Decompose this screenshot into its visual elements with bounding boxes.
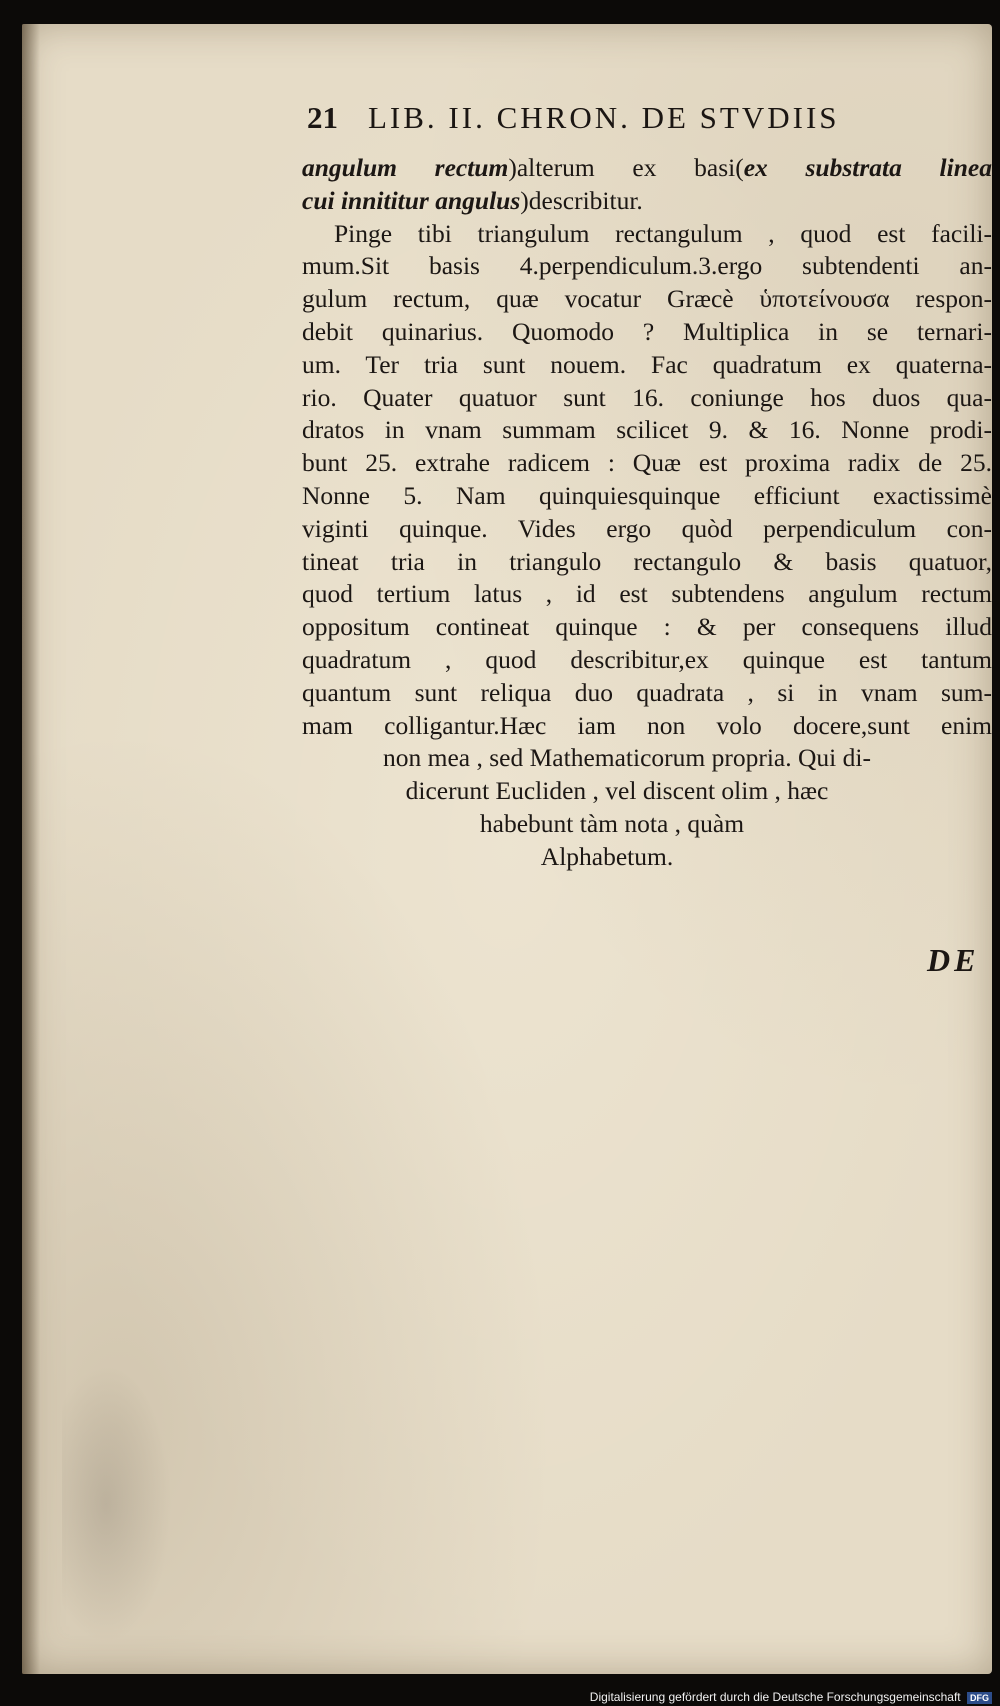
text-line [302,152,992,185]
text-line: non mea , sed Mathematicorum propria. Qui di- [383,743,871,773]
catchword: DE [927,942,980,978]
text-line: debit quinarius. Quomodo ? Multiplica in se ternari- [302,316,992,346]
text-line: tineat tria in triangulo rectangulo & basis quatuor, [302,546,992,576]
body-text [302,152,992,874]
italic-phrase: angulum rectum [302,153,509,182]
book-page [22,24,992,1674]
text-line: viginti quinque. Vides ergo quòd perpendiculum con- [302,513,992,543]
credit-text: Digitalisierung gefördert durch die Deutsche Forschungsgemeinschaft [589,1690,961,1704]
running-title: LIB. II. CHRON. DE STVDIIS [368,100,840,135]
text-line: habebunt tàm nota , quàm [479,808,745,838]
text-line: um. Ter tria sunt nouem. Fac quadratum ex quaterna- [302,349,992,379]
running-head [307,100,840,136]
text-line: dratos in vnam summam scilicet 9. & 16. Nonne prodi- [302,415,992,445]
text-line: bunt 25. extrahe radicem : Quæ est proxima radix de 25. [302,448,992,478]
text-line: rio. Quater quatuor sunt 16. coniunge hos duos qua- [302,382,992,412]
digitization-credit [590,1690,992,1704]
text-line: oppositum contineat quinque : & per consequens illud [302,612,992,642]
text-line: quantum sunt reliqua duo quadrata , si in vnam sum- [302,677,992,707]
italic-phrase: ex substrata linea [743,153,992,182]
dfg-logo: DFG [967,1692,992,1704]
text-line: mum.Sit basis 4.perpendiculum.3.ergo subtendenti an- [302,251,992,281]
text-line: quod tertium latus , id est subtendens angulum rectum [302,579,992,609]
text-line: quadratum , quod describitur,ex quinque est tantum [302,644,992,674]
text-line: Alphabetum. [540,841,674,871]
page-number: 21 [307,100,338,135]
text-span: )describitur. [520,185,643,215]
text-line: gulum rectum, quæ vocatur Græcè ὑποτείνουσα respon- [302,284,992,314]
page-spine-shadow [22,24,40,1674]
text-line: dicerunt Eucliden , vel discent olim , hæc [405,776,829,806]
text-line: Nonne 5. Nam quinquiesquinque efficiunt exactissimè [302,480,992,510]
text-span: )alterum ex basi( [508,153,744,182]
italic-phrase: cui innititur angulus [302,185,521,215]
text-line: mam colligantur.Hæc iam non volo docere,sunt enim [302,710,992,740]
text-line [302,185,992,218]
paper-stain [62,1364,172,1644]
text-line: Pinge tibi triangulum rectangulum , quod est facili- [334,218,992,248]
